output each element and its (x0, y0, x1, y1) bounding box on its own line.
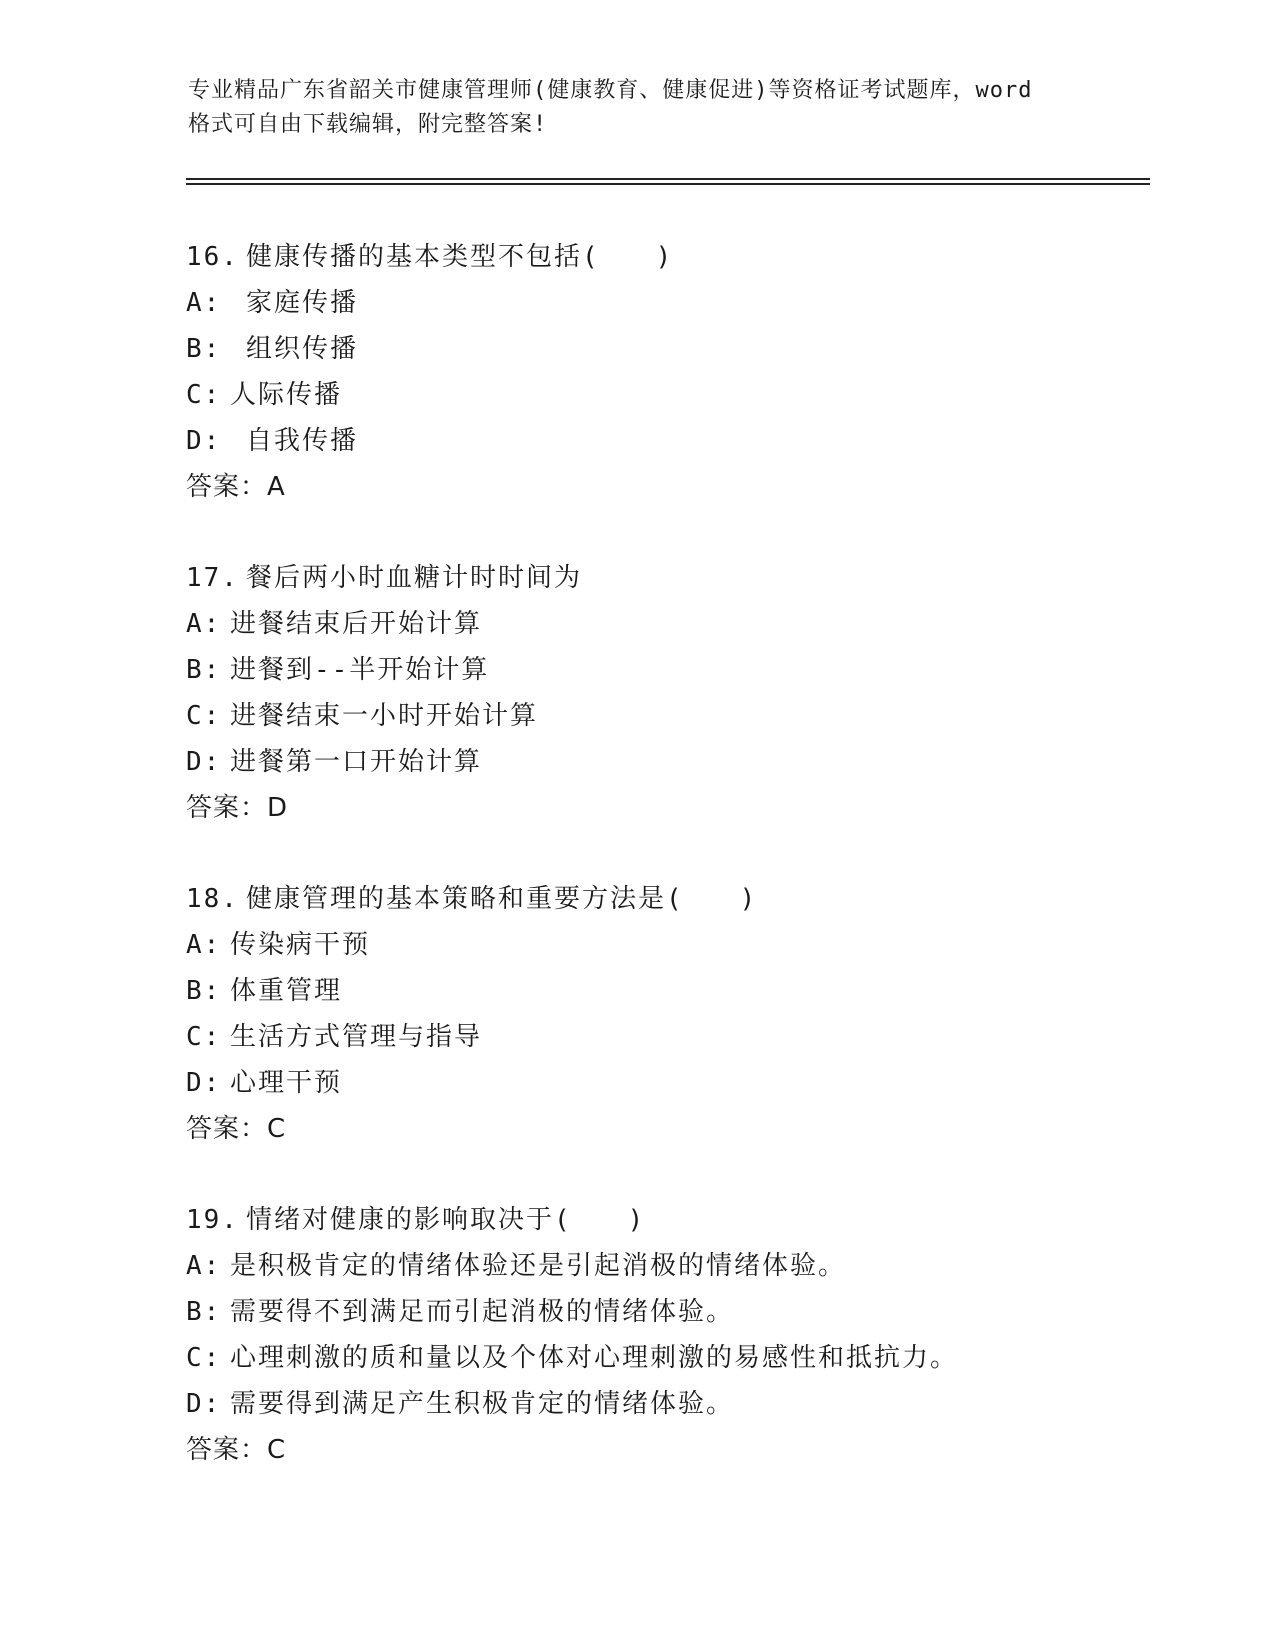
option-text: 传染病干预 (230, 930, 371, 960)
option-d (186, 418, 1146, 464)
option-d (186, 1060, 1146, 1106)
option-d (186, 1381, 1146, 1427)
option-letter: C: (186, 380, 222, 410)
option-letter: C: (186, 701, 222, 731)
option-b (186, 326, 1146, 372)
question-stem (186, 234, 1146, 280)
option-a (186, 1243, 1146, 1289)
question-text: 健康管理的基本策略和重要方法是( ) (246, 884, 758, 914)
option-text: 进餐结束后开始计算 (230, 609, 483, 639)
option-text: 是积极肯定的情绪体验还是引起消极的情绪体验。 (230, 1251, 847, 1281)
option-b (186, 647, 1146, 693)
option-c (186, 1014, 1146, 1060)
question-stem (186, 876, 1146, 922)
option-text: 人际传播 (230, 380, 343, 410)
answer: 答案：C (186, 1114, 287, 1144)
header-divider-bottom (186, 183, 1150, 185)
question-19 (186, 1197, 1146, 1473)
option-b (186, 1289, 1146, 1335)
option-text: 体重管理 (230, 976, 343, 1006)
question-text: 健康传播的基本类型不包括( ) (246, 242, 674, 272)
option-letter: B: (186, 1297, 222, 1327)
header-line-2: 格式可自由下载编辑，附完整答案! (188, 112, 548, 137)
option-text: 需要得到满足产生积极肯定的情绪体验。 (230, 1389, 735, 1419)
option-text: 生活方式管理与指导 (230, 1022, 483, 1052)
question-list (186, 234, 1146, 1518)
answer: 答案：D (186, 793, 289, 823)
answer: 答案：C (186, 1435, 287, 1465)
question-number: 16. (186, 242, 239, 272)
option-c (186, 1335, 1146, 1381)
option-text: 进餐到--半开始计算 (230, 655, 490, 685)
option-letter: B: (186, 334, 222, 364)
option-letter: D: (186, 1389, 222, 1419)
option-text: 进餐第一口开始计算 (230, 747, 483, 777)
option-text: 自我传播 (246, 426, 359, 456)
header-divider-top (186, 178, 1150, 180)
question-stem (186, 1197, 1146, 1243)
option-letter: A: (186, 288, 222, 318)
option-text: 组织传播 (246, 334, 359, 364)
option-letter: A: (186, 609, 222, 639)
question-18 (186, 876, 1146, 1152)
option-text: 家庭传播 (246, 288, 359, 318)
option-c (186, 693, 1146, 739)
option-letter: B: (186, 976, 222, 1006)
question-stem (186, 555, 1146, 601)
question-number: 17. (186, 563, 239, 593)
question-number: 18. (186, 884, 239, 914)
option-c (186, 372, 1146, 418)
question-text: 情绪对健康的影响取决于( ) (246, 1205, 646, 1235)
option-text: 进餐结束一小时开始计算 (230, 701, 539, 731)
question-number: 19. (186, 1205, 239, 1235)
header-line-1: 专业精品广东省韶关市健康管理师(健康教育、健康促进)等资格证考试题库，word (188, 78, 1033, 103)
option-letter: B: (186, 655, 222, 685)
option-a (186, 601, 1146, 647)
option-text: 心理干预 (230, 1068, 343, 1098)
option-letter: A: (186, 930, 222, 960)
question-17 (186, 555, 1146, 831)
option-d (186, 739, 1146, 785)
document-header (188, 74, 1088, 142)
question-text: 餐后两小时血糖计时时间为 (246, 563, 583, 593)
option-text: 心理刺激的质和量以及个体对心理刺激的易感性和抵抗力。 (230, 1343, 959, 1373)
option-letter: C: (186, 1022, 222, 1052)
question-16 (186, 234, 1146, 510)
option-letter: C: (186, 1343, 222, 1373)
option-letter: D: (186, 747, 222, 777)
option-b (186, 968, 1146, 1014)
option-letter: D: (186, 426, 222, 456)
option-a (186, 280, 1146, 326)
option-letter: A: (186, 1251, 222, 1281)
answer: 答案：A (186, 472, 286, 502)
option-text: 需要得不到满足而引起消极的情绪体验。 (230, 1297, 735, 1327)
option-a (186, 922, 1146, 968)
option-letter: D: (186, 1068, 222, 1098)
